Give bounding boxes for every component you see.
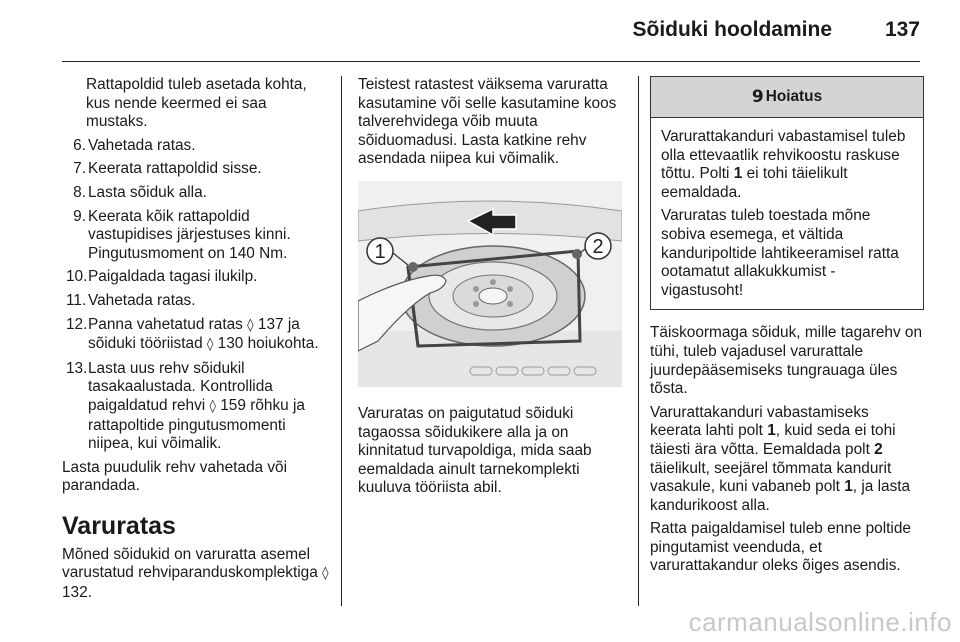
page-ref-icon: ◊ (209, 398, 216, 414)
page-ref-icon: ◊ (247, 317, 254, 333)
column-divider-1 (341, 76, 342, 606)
warning-title: Hoiatus (765, 87, 823, 105)
step-text: Lasta uus rehv sõidukil tasakaalustada. Kontrollida paigaldatud rehvi ◊ 159 rõhku ja rattapoltide pingutusmomenti niipea, kui võimalik. (88, 359, 305, 453)
callout-2: 2 (592, 235, 604, 258)
page-ref[interactable]: 132 (62, 584, 88, 602)
step-text: Keerata rattapoldid sisse. (88, 160, 262, 178)
page-ref[interactable]: 130 (217, 335, 244, 353)
step-number: 9. (73, 207, 86, 225)
warning-header (651, 77, 923, 118)
step-number: 10. (66, 268, 88, 286)
step-number: 8. (73, 183, 86, 201)
paragraph: Varurattakanduri vabastamiseks keerata lahti polt 1, kuid seda ei tohi täiesti ära võtta. Eemaldada polt 2 täielikult, seejärel tõmmata kandurit vasakule, kuni vabaneb polt 1, ja lasta kandurikoost alla. (650, 403, 911, 514)
step-continuation: Rattapoldid tuleb asetada kohta, kus nende keermed ei saa mustaks. (86, 76, 307, 131)
step-text: Keerata kõik rattapoldid vastupidises järjestuses kinni. Pingutusmoment on 140 Nm. (88, 207, 291, 262)
page-ref-icon: ◊ (322, 566, 329, 582)
paragraph: Mõned sõidukid on varuratta asemel varustatud rehviparanduskomplektiga ◊ 132. (62, 545, 329, 602)
warning-box (650, 76, 924, 310)
page-ref[interactable]: 137 (257, 315, 284, 333)
section-heading: Varuratas (62, 511, 176, 540)
step-number: 6. (73, 136, 86, 154)
list-item (62, 268, 332, 287)
step-text: Panna vahetatud ratas ◊ 137 ja sõiduki tööriistad ◊ 130 hoiukohta. (88, 315, 319, 353)
step-number: 7. (73, 160, 86, 178)
step-text: Vahetada ratas. (88, 291, 196, 309)
list-item (62, 292, 332, 311)
list-item (62, 316, 332, 355)
step-text: Paigaldada tagasi ilukilp. (88, 268, 258, 286)
page-ref[interactable]: 159 (220, 396, 246, 414)
column-divider-2 (638, 76, 639, 606)
column-2 (358, 76, 624, 503)
list-item (62, 360, 332, 454)
step-number: 13. (66, 359, 88, 377)
watermark: carmanualsonline.info (688, 607, 952, 637)
step-text: Lasta sõiduk alla. (88, 183, 207, 201)
step-number: 12. (66, 315, 88, 333)
paragraph: Teistest ratastest väiksema varuratta kasutamine või selle kasutamine koos talverehvidega võib muuta sõiduomadusi. Lasta katkine rehv asendada niipea kui võimalik. (358, 76, 617, 168)
paragraph: Lasta puudulik rehv vahetada või parandada. (62, 458, 288, 495)
paragraph: Täiskoormaga sõiduk, mille tagarehv on tühi, tuleb vajadusel varurattale juurdepääsemiseks tungrauaga üles tõsta. (650, 324, 923, 398)
list-item (62, 137, 332, 156)
step-text: Vahetada ratas. (88, 136, 196, 154)
list-item (62, 160, 332, 179)
list-item (62, 184, 332, 203)
figure-caption: Varuratas on paigutatud sõiduki tagaossa sõidukikere alla ja on kinnitatud turvapoldiga, mida saab eemaldada ainult tarnekomplekti kuuluva tööriista abil. (358, 404, 592, 497)
column-3 (650, 76, 924, 581)
step-number: 11. (66, 291, 87, 309)
header-rule (62, 61, 920, 62)
list-item (62, 208, 332, 264)
paragraph: Ratta paigaldamisel tuleb enne poltide pingutamist veenduda, et varurattakandur oleks õiges asendis. (650, 520, 911, 575)
warning-text: Varurattakanduri vabastamisel tuleb olla ettevaatlik rehvikoostu raskuse tõttu. Polti 1 ei tohi täielikult eemaldada. (661, 128, 906, 201)
page-ref-icon: ◊ (206, 337, 214, 353)
column-1 (62, 76, 332, 608)
spare-wheel-figure (358, 181, 622, 387)
header-title: Sõiduki hooldamine (632, 18, 832, 41)
spare-wheel-illustration (358, 181, 622, 387)
warning-text: Varuratas tuleb toestada mõne sobiva esemega, et vältida kanduripoltide lahtikeeramisel ratta ootamatut allakukkumist - vigastusoht! (661, 207, 899, 299)
page-number: 137 (884, 18, 920, 41)
callout-1: 1 (374, 240, 386, 263)
warning-icon: 9 (751, 86, 764, 107)
